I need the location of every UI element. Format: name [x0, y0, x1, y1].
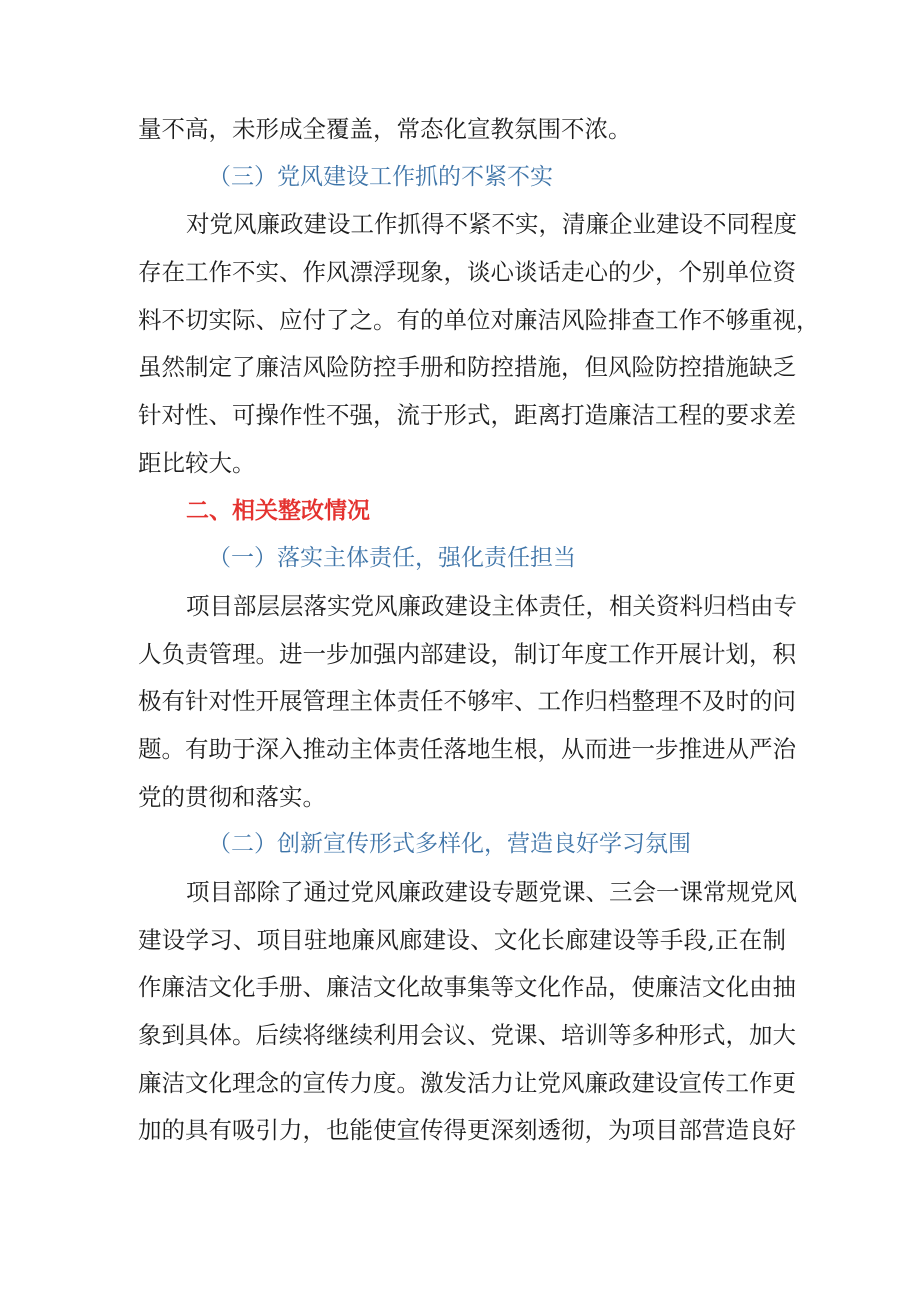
- paragraph-line: 针对性、可操作性不强，流于形式，距离打造廉洁工程的要求差: [138, 401, 796, 430]
- section-heading: 二、相关整改情况: [186, 497, 370, 524]
- paragraph-line: 对党风廉政建设工作抓得不紧不实，清廉企业建设不同程度: [186, 210, 797, 239]
- paragraph-line: 作廉洁文化手册、廉洁文化故事集等文化作品，使廉洁文化由抽: [138, 973, 796, 1002]
- document-body: [138, 106, 820, 1155]
- paragraph-line: 存在工作不实、作风漂浮现象，谈心谈话走心的少，个别单位资: [138, 258, 796, 287]
- paragraph-line: 虽然制定了廉洁风险防控手册和防控措施，但风险防控措施缺乏: [138, 353, 796, 382]
- paragraph-line: 象到具体。后续将继续利用会议、党课、培训等多种形式，加大: [138, 1021, 796, 1050]
- paragraph-line: 量不高，未形成全覆盖，常态化宣教氛围不浓。: [138, 115, 632, 143]
- subsection-heading: （一）落实主体责任，强化责任担当: [208, 545, 576, 572]
- paragraph-line: 料不切实际、应付了之。有的单位对廉洁风险排查工作不够重视，: [138, 305, 820, 334]
- paragraph-line: 题。有助于深入推动主体责任落地生根，从而进一步推进从严治: [138, 734, 796, 763]
- paragraph-line: 加的具有吸引力，也能使宣传得更深刻透彻，为项目部营造良好: [138, 1116, 796, 1145]
- paragraph-line: 项目部层层落实党风廉政建设主体责任，相关资料归档由专: [186, 591, 797, 620]
- subsection-heading: （二）创新宣传形式多样化，营造良好学习氛围: [208, 831, 691, 858]
- paragraph-line: 人负责管理。进一步加强内部建设，制订年度工作开展计划，积: [138, 639, 796, 668]
- paragraph-line: 距比较大。: [138, 448, 256, 477]
- paragraph-line: 极有针对性开展管理主体责任不够牢、工作归档整理不及时的问: [138, 687, 796, 716]
- paragraph-line: 党的贯彻和落实。: [138, 782, 326, 811]
- paragraph-line: 廉洁文化理念的宣传力度。激发活力让党风廉政建设宣传工作更: [138, 1068, 796, 1097]
- subsection-heading: （三）党风建设工作抓的不紧不实: [208, 163, 553, 190]
- paragraph-line: 建设学习、项目驻地廉风廊建设、文化长廊建设等手段,正在制: [138, 925, 786, 954]
- paragraph-line: 项目部除了通过党风廉政建设专题党课、三会一课常规党风: [186, 878, 797, 906]
